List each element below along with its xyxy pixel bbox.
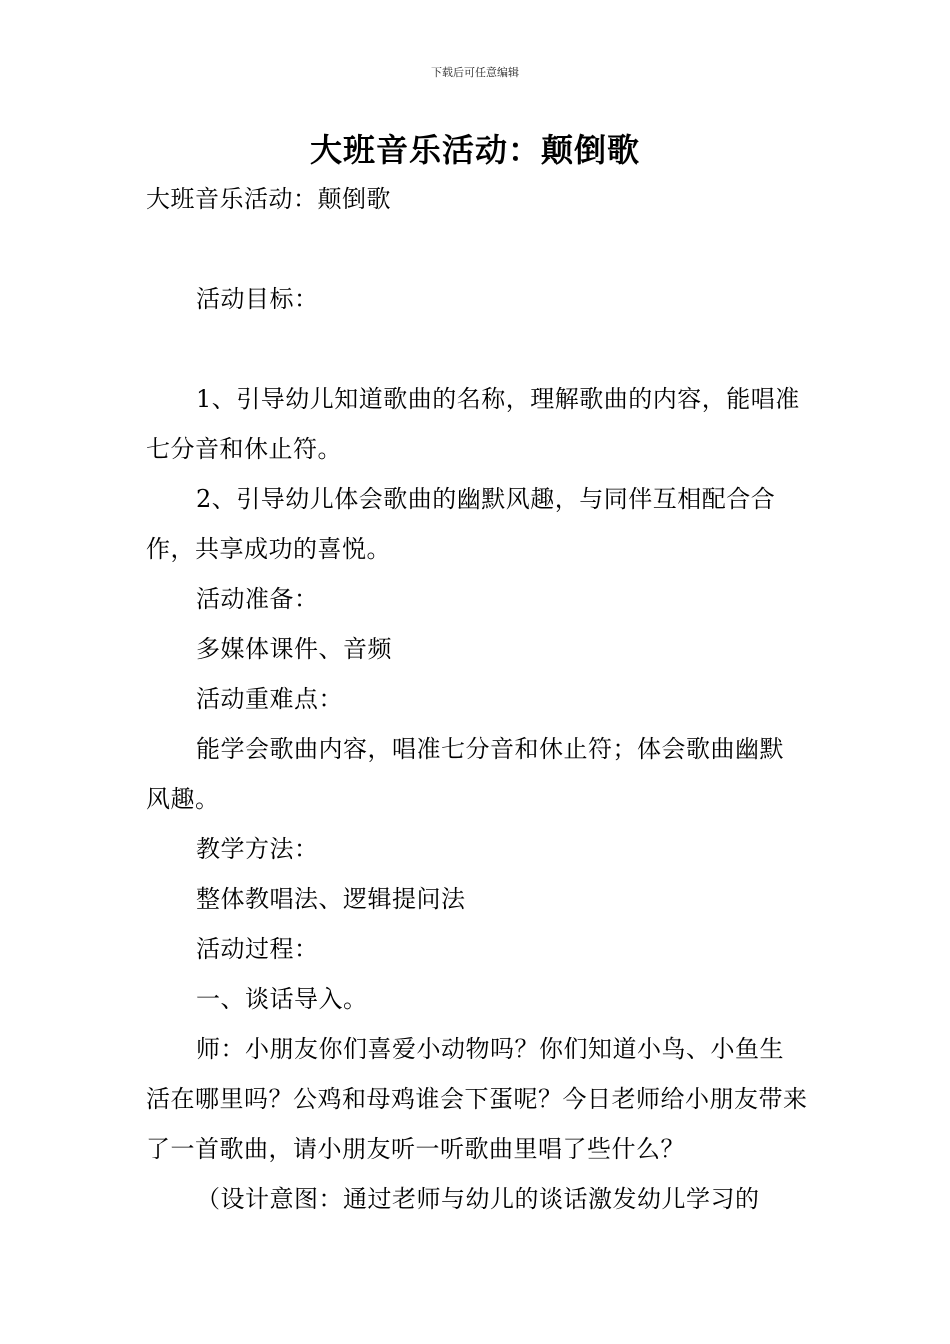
goal-item-2: 2、引导幼儿体会歌曲的幽默风趣，与同伴互相配合合作，共享成功的喜悦。	[146, 485, 776, 563]
teacher-talk: 师：小朋友你们喜爱小动物吗？你们知道小鸟、小鱼生活在哪里吗？公鸡和母鸡谁会下蛋呢？今日老师给小朋友带来了一首歌曲，请小朋友听一听歌曲里唱了些什么？	[146, 1035, 808, 1163]
process-step-1: 一、谈话导入。	[196, 985, 368, 1013]
preparation-body: 多媒体课件、音频	[196, 635, 392, 663]
subtitle-line: 大班音乐活动：颠倒歌	[146, 185, 391, 213]
design-intent: （设计意图：通过老师与幼儿的谈话激发幼儿学习的	[196, 1185, 760, 1213]
blank-line	[146, 324, 808, 374]
preparation-heading: 活动准备：	[196, 585, 319, 613]
keypoints-body: 能学会歌曲内容，唱准七分音和休止符；体会歌曲幽默风趣。	[146, 735, 784, 813]
goals-heading: 活动目标：	[196, 285, 319, 313]
method-body: 整体教唱法、逻辑提问法	[196, 885, 466, 913]
document-body	[146, 174, 808, 1224]
document-title: 大班音乐活动：颠倒歌	[309, 131, 640, 169]
method-heading: 教学方法：	[196, 835, 319, 863]
header-note: 下载后可任意编辑	[431, 66, 519, 79]
goal-item-1: 1、引导幼儿知道歌曲的名称，理解歌曲的内容，能唱准七分音和休止符。	[146, 385, 800, 463]
keypoints-heading: 活动重难点：	[196, 685, 343, 713]
process-heading: 活动过程：	[196, 935, 319, 963]
blank-line	[146, 224, 808, 274]
